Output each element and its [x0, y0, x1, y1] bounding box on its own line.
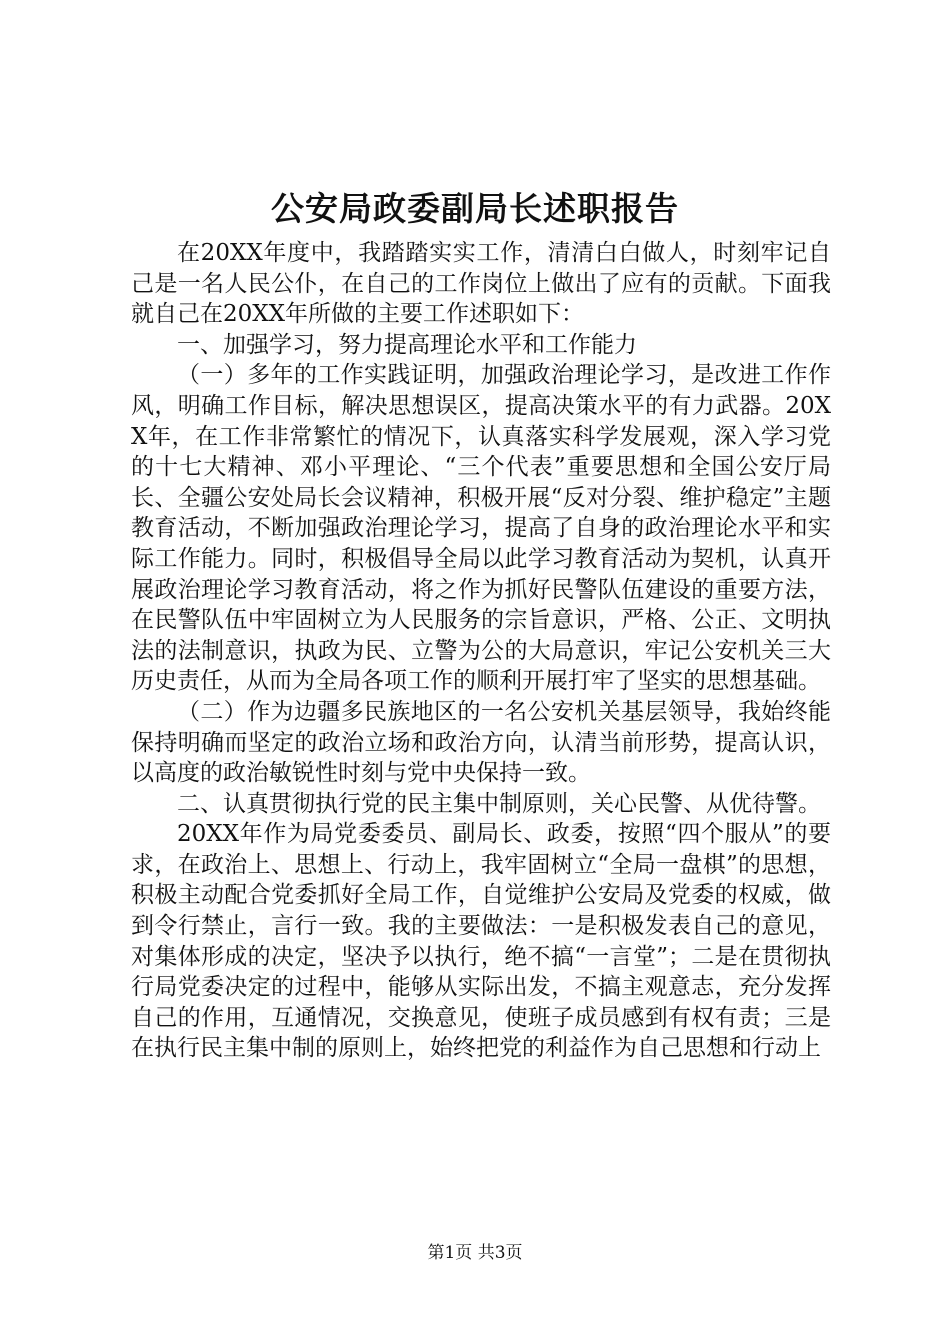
section-heading-2: 二、认真贯彻执行党的民主集中制原则，关心民警、从优待警。: [177, 790, 821, 817]
document-title: 公安局政委副局长述职报告: [271, 189, 679, 228]
document-body: [131, 238, 831, 1064]
intro-paragraph: 在20XX年度中，我踏踏实实工作，清清白白做人，时刻牢记自己是一名人民公仆，在自己的工作岗位上做出了应有的贡献。下面我就自己在20XX年所做的主要工作述职如下：: [131, 240, 831, 328]
subsection-paragraph-2: （二）作为边疆多民族地区的一名公安机关基层领导，我始终能保持明确而坚定的政治立场和政治方向，认清当前形势，提高认识，以高度的政治敏锐性时刻与党中央保持一致。: [131, 698, 831, 787]
body-paragraph: 20XX年作为局党委委员、副局长、政委，按照“四个服从”的要求，在政治上、思想上、行动上，我牢固树立“全局一盘棋”的思想，积极主动配合党委抓好全局工作，自觉维护公安局及党委的权威，做到令行禁止，言行一致。我的主要做法：一是积极发表自己的意见，对集体形成的决定，坚决予以执行，绝不搞“一言堂”；二是在贯彻执行局党委决定的过程中，能够从实际出发，不搞主观意志，充分发挥自己的作用，互通情况，交换意见，使班子成员感到有权有责；三是在执行民主集中制的原则上，始终把党的利益作为自己思想和行动上: [131, 821, 831, 1062]
section-heading-1: 一、加强学习，努力提高理论水平和工作能力: [177, 331, 637, 358]
subsection-paragraph-1: （一）多年的工作实践证明，加强政治理论学习，是改进工作作风，明确工作目标，解决思想误区，提高决策水平的有力武器。20XX年，在工作非常繁忙的情况下，认真落实科学发展观，深入学习党的十七大精神、邓小平理论、“三个代表”重要思想和全国公安厅局长、全疆公安处局长会议精神，积极开展“反对分裂、维护稳定”主题教育活动，不断加强政治理论学习，提高了自身的政治理论水平和实际工作能力。同时，积极倡导全局以此学习教育活动为契机，认真开展政治理论学习教育活动，将之作为抓好民警队伍建设的重要方法，在民警队伍中牢固树立为人民服务的宗旨意识，严格、公正、文明执法的法制意识，执政为民、立警为公的大局意识，牢记公安机关三大历史责任，从而为全局各项工作的顺利开展打牢了坚实的思想基础。: [131, 362, 831, 695]
page-number-footer: 第1页 共3页: [427, 1243, 523, 1263]
